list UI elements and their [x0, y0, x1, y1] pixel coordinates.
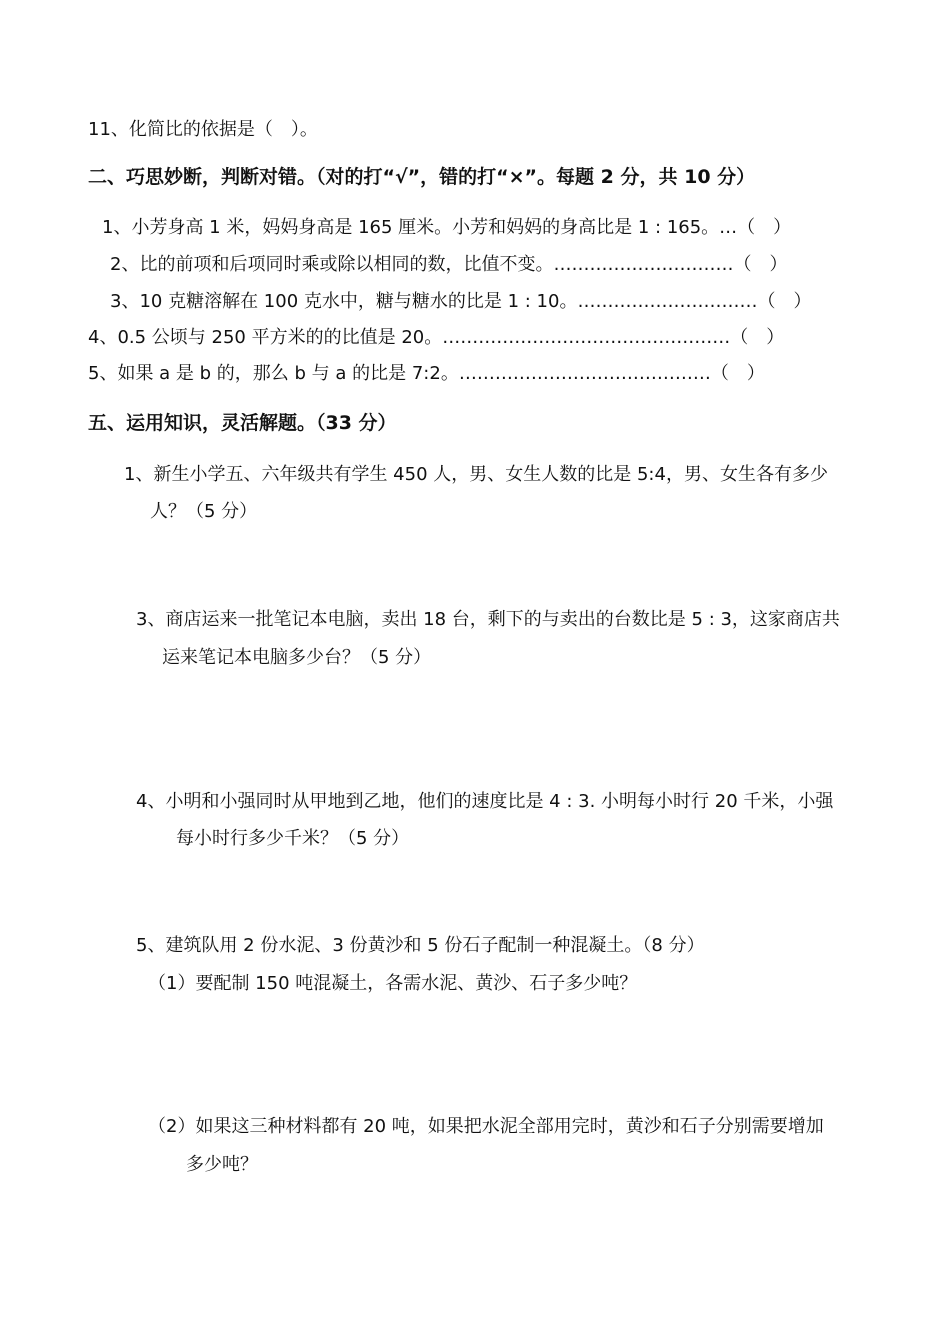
question-11: 11、化简比的依据是（ ）。 — [88, 119, 318, 140]
judge-item-2: 2、比的前项和后项同时乘或除以相同的数，比值不变。…………………………（ ） — [110, 254, 788, 275]
judge-item-5: 5、如果 a 是 b 的，那么 b 与 a 的比是 7:2。……………………………………（ ） — [88, 363, 765, 384]
problem-5-line-1: 5、建筑队用 2 份水泥、3 份黄沙和 5 份石子配制一种混凝土。（8 分） — [136, 935, 705, 956]
section-2-heading: 二、巧思妙断，判断对错。（对的打“√”，错的打“×”。每题 2 分，共 10 分） — [88, 166, 756, 188]
judge-item-3: 3、10 克糖溶解在 100 克水中，糖与糖水的比是 1 : 10。…………………………（ ） — [110, 291, 812, 312]
problem-3-line-2: 运来笔记本电脑多少台？（5 分） — [162, 647, 432, 668]
problem-5-sub-2-line-2: 多少吨？ — [186, 1154, 258, 1175]
judge-item-1: 1、小芳身高 1 米，妈妈身高是 165 厘米。小芳和妈妈的身高比是 1 : 165。…（ ） — [102, 217, 792, 238]
judge-item-4: 4、0.5 公顷与 250 平方米的的比值是 20。…………………………………………（ ） — [88, 327, 785, 348]
problem-1-line-2: 人？（5 分） — [150, 501, 258, 522]
problem-5-sub-1: （1）要配制 150 吨混凝土，各需水泥、黄沙、石子多少吨？ — [148, 973, 638, 994]
problem-4-line-2: 每小时行多少千米？（5 分） — [176, 828, 410, 849]
problem-4-line-1: 4、小明和小强同时从甲地到乙地，他们的速度比是 4 : 3. 小明每小时行 20 千米，小强 — [136, 791, 834, 812]
section-5-heading: 五、运用知识，灵活解题。（33 分） — [88, 412, 397, 434]
problem-3-line-1: 3、商店运来一批笔记本电脑，卖出 18 台，剩下的与卖出的台数比是 5 : 3，这家商店共 — [136, 609, 840, 630]
problem-1-line-1: 1、新生小学五、六年级共有学生 450 人，男、女生人数的比是 5:4，男、女生各有多少 — [124, 464, 828, 485]
problem-5-sub-2-line-1: （2）如果这三种材料都有 20 吨，如果把水泥全部用完时，黄沙和石子分别需要增加 — [148, 1116, 824, 1137]
